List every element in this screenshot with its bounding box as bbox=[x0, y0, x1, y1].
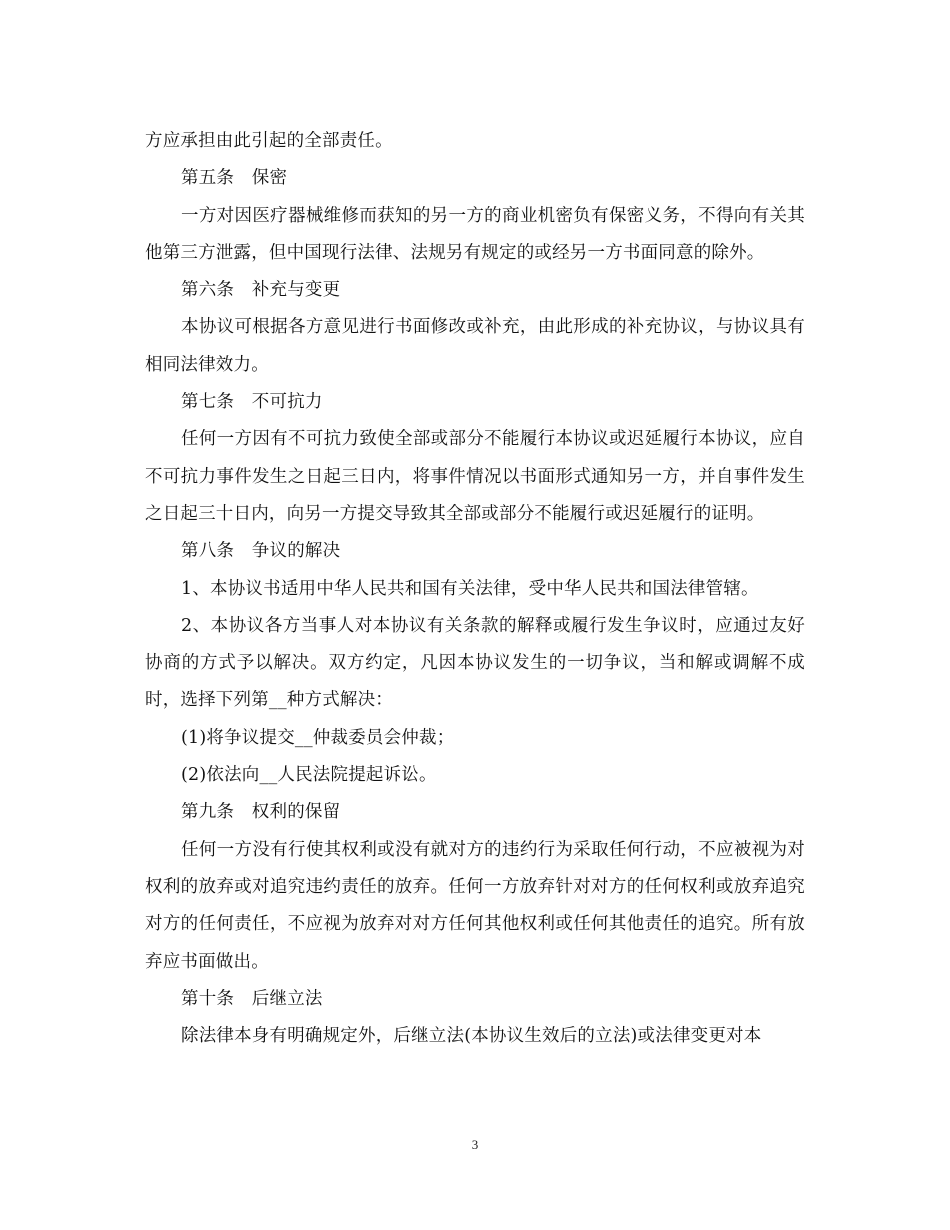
page-number: 3 bbox=[471, 1137, 479, 1152]
list-item: 1、本协议书适用中华人民共和国有关法律，受中华人民共和国法律管辖。 bbox=[181, 578, 759, 599]
section-heading: 第八条 争议的解决 bbox=[181, 541, 341, 562]
section-heading: 第七条 不可抗力 bbox=[181, 392, 323, 413]
paragraph: 方应承担由此引起的全部责任。 bbox=[145, 131, 393, 151]
paragraph: 任何一方没有行使其权利或没有就对方的违约行为采取任何行动，不应被视为对权利的放弃或对追究违约责任的放弃。任何一方放弃针对对方的任何权利或放弃追究对方的任何责任，不应视为放弃对对方任何其他权利或任何其他责任的追究。所有放弃应书面做出。 bbox=[145, 839, 805, 972]
section-heading: 第五条 保密 bbox=[181, 168, 288, 189]
paragraph: 除法律本身有明确规定外，后继立法(本协议生效后的立法)或法律变更对本 bbox=[181, 1026, 762, 1047]
section-heading: 第十条 后继立法 bbox=[181, 988, 323, 1009]
paragraph: 任何一方因有不可抗力致使全部或部分不能履行本协议或迟延履行本协议，应自不可抗力事件发生之日起三日内，将事件情况以书面形式通知另一方，并自事件发生之日起三十日内，向另一方提交导致其全部或部分不能履行或迟延履行的证明。 bbox=[145, 429, 805, 524]
list-item: (2)依法向__人民法院提起诉讼。 bbox=[181, 765, 437, 786]
section-heading: 第九条 权利的保留 bbox=[181, 802, 341, 823]
list-item: (1)将争议提交__仲裁委员会仲裁； bbox=[181, 727, 455, 748]
paragraph: 本协议可根据各方意见进行书面修改或补充，由此形成的补充协议，与协议具有相同法律效力。 bbox=[145, 317, 805, 375]
paragraph: 一方对因医疗器械维修而获知的另一方的商业机密负有保密义务，不得向有关其他第三方泄露，但中国现行法律、法规另有规定的或经另一方书面同意的除外。 bbox=[145, 205, 805, 263]
list-item: 2、本协议各方当事人对本协议有关条款的解释或履行发生争议时，应通过友好协商的方式予以解决。双方约定，凡因本协议发生的一切争议，当和解或调解不成时，选择下列第__种方式解决： bbox=[145, 615, 805, 711]
document-body bbox=[145, 123, 805, 1055]
section-heading: 第六条 补充与变更 bbox=[181, 280, 341, 301]
